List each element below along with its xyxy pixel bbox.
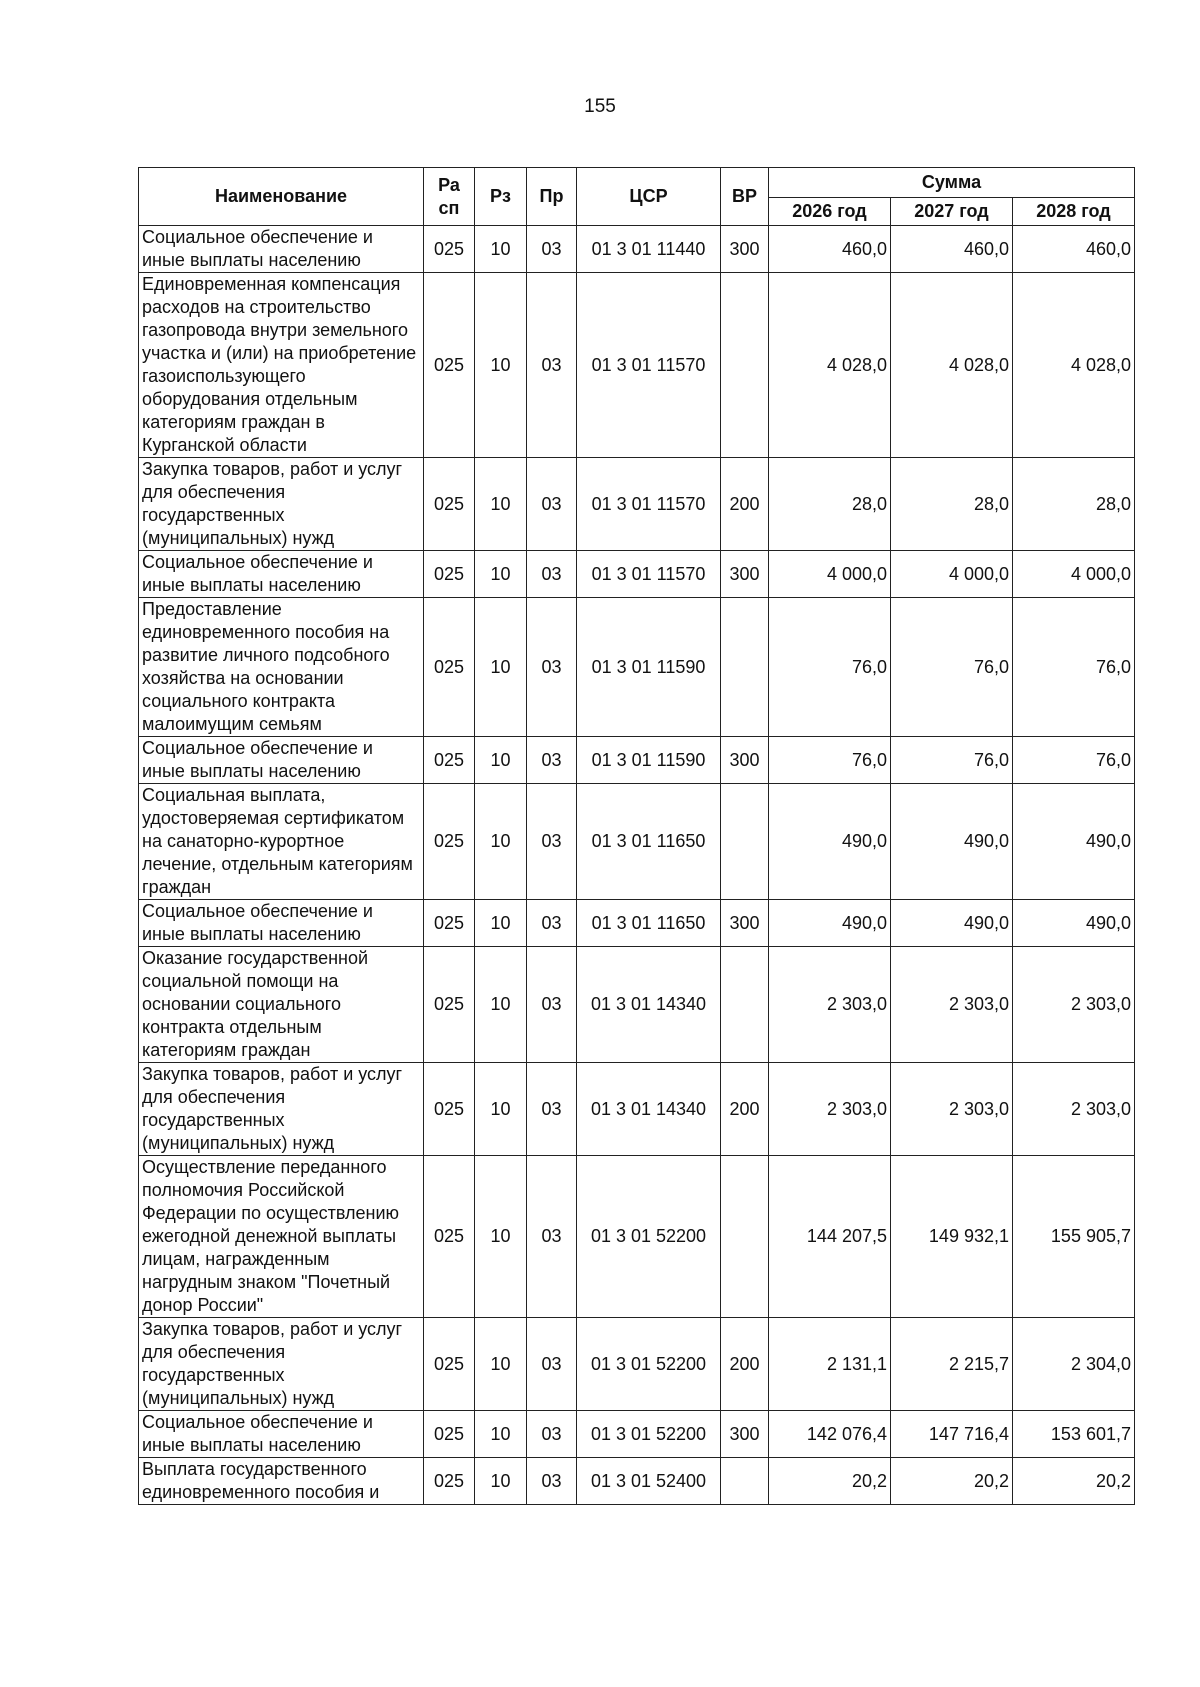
amount-2028-cell: 20,2 — [1013, 1458, 1135, 1505]
amount-2028-cell: 2 304,0 — [1013, 1318, 1135, 1411]
name-cell: Закупка товаров, работ и услуг для обеспечения государственных (муниципальных) нужд — [139, 1318, 424, 1411]
rasp-cell: 025 — [424, 1458, 475, 1505]
pr-cell: 03 — [527, 1458, 577, 1505]
rasp-cell: 025 — [424, 226, 475, 273]
header-vr: ВР — [721, 168, 769, 226]
rz-cell: 10 — [475, 1156, 527, 1318]
name-cell: Социальное обеспечение и иные выплаты населению — [139, 737, 424, 784]
rasp-cell: 025 — [424, 784, 475, 900]
table-row — [139, 1458, 1135, 1505]
table-row — [139, 947, 1135, 1063]
amount-2028-cell: 155 905,7 — [1013, 1156, 1135, 1318]
csr-cell: 01 3 01 11650 — [577, 784, 721, 900]
amount-2027-cell: 147 716,4 — [891, 1411, 1013, 1458]
amount-2028-cell: 76,0 — [1013, 737, 1135, 784]
vr-cell: 200 — [721, 1318, 769, 1411]
table-row — [139, 1411, 1135, 1458]
rasp-cell: 025 — [424, 737, 475, 784]
amount-2026-cell: 142 076,4 — [769, 1411, 891, 1458]
name-cell: Закупка товаров, работ и услуг для обеспечения государственных (муниципальных) нужд — [139, 1063, 424, 1156]
rz-cell: 10 — [475, 598, 527, 737]
amount-2028-cell: 28,0 — [1013, 458, 1135, 551]
rasp-cell: 025 — [424, 458, 475, 551]
rz-cell: 10 — [475, 900, 527, 947]
amount-2027-cell: 76,0 — [891, 737, 1013, 784]
budget-table — [138, 167, 1135, 1505]
amount-2028-cell: 460,0 — [1013, 226, 1135, 273]
table-row — [139, 1063, 1135, 1156]
pr-cell: 03 — [527, 900, 577, 947]
vr-cell: 300 — [721, 551, 769, 598]
table-row — [139, 226, 1135, 273]
header-rz: Рз — [475, 168, 527, 226]
pr-cell: 03 — [527, 273, 577, 458]
pr-cell: 03 — [527, 947, 577, 1063]
csr-cell: 01 3 01 52200 — [577, 1156, 721, 1318]
amount-2027-cell: 460,0 — [891, 226, 1013, 273]
name-cell: Социальное обеспечение и иные выплаты населению — [139, 900, 424, 947]
amount-2026-cell: 2 303,0 — [769, 947, 891, 1063]
pr-cell: 03 — [527, 598, 577, 737]
header-rasp: Ра сп — [424, 168, 475, 226]
table-row — [139, 784, 1135, 900]
vr-cell: 200 — [721, 1063, 769, 1156]
name-cell: Закупка товаров, работ и услуг для обеспечения государственных (муниципальных) нужд — [139, 458, 424, 551]
name-cell: Предоставление единовременного пособия на развитие личного подсобного хозяйства на основании социального контракта малоимущим семьям — [139, 598, 424, 737]
rz-cell: 10 — [475, 1063, 527, 1156]
amount-2028-cell: 4 028,0 — [1013, 273, 1135, 458]
amount-2026-cell: 460,0 — [769, 226, 891, 273]
rasp-cell: 025 — [424, 598, 475, 737]
amount-2026-cell: 76,0 — [769, 598, 891, 737]
vr-cell: 300 — [721, 737, 769, 784]
pr-cell: 03 — [527, 458, 577, 551]
table-row — [139, 551, 1135, 598]
rasp-cell: 025 — [424, 1318, 475, 1411]
amount-2026-cell: 2 303,0 — [769, 1063, 891, 1156]
table-row — [139, 458, 1135, 551]
amount-2028-cell: 4 000,0 — [1013, 551, 1135, 598]
amount-2026-cell: 490,0 — [769, 784, 891, 900]
amount-2027-cell: 490,0 — [891, 784, 1013, 900]
name-cell: Единовременная компенсация расходов на строительство газопровода внутри земельного участка и (или) на приобретение газоиспользующего оборудования отдельным категориям граждан в Курганской области — [139, 273, 424, 458]
csr-cell: 01 3 01 11570 — [577, 273, 721, 458]
vr-cell — [721, 784, 769, 900]
csr-cell: 01 3 01 52400 — [577, 1458, 721, 1505]
rz-cell: 10 — [475, 784, 527, 900]
vr-cell — [721, 947, 769, 1063]
amount-2028-cell: 153 601,7 — [1013, 1411, 1135, 1458]
table-row — [139, 737, 1135, 784]
csr-cell: 01 3 01 14340 — [577, 947, 721, 1063]
amount-2027-cell: 2 303,0 — [891, 947, 1013, 1063]
vr-cell: 300 — [721, 1411, 769, 1458]
csr-cell: 01 3 01 52200 — [577, 1411, 721, 1458]
amount-2028-cell: 76,0 — [1013, 598, 1135, 737]
table-row — [139, 1156, 1135, 1318]
amount-2027-cell: 2 303,0 — [891, 1063, 1013, 1156]
amount-2027-cell: 490,0 — [891, 900, 1013, 947]
name-cell: Социальное обеспечение и иные выплаты населению — [139, 1411, 424, 1458]
table-header — [139, 168, 1135, 226]
pr-cell: 03 — [527, 1156, 577, 1318]
rasp-cell: 025 — [424, 947, 475, 1063]
header-sum: Сумма — [769, 168, 1135, 198]
amount-2028-cell: 2 303,0 — [1013, 947, 1135, 1063]
csr-cell: 01 3 01 11650 — [577, 900, 721, 947]
rasp-cell: 025 — [424, 1411, 475, 1458]
name-cell: Социальное обеспечение и иные выплаты населению — [139, 226, 424, 273]
table-row — [139, 598, 1135, 737]
name-cell: Социальная выплата, удостоверяемая сертификатом на санаторно-курортное лечение, отдельным категориям граждан — [139, 784, 424, 900]
rasp-cell: 025 — [424, 1156, 475, 1318]
pr-cell: 03 — [527, 226, 577, 273]
name-cell: Выплата государственного единовременного пособия и — [139, 1458, 424, 1505]
amount-2026-cell: 4 028,0 — [769, 273, 891, 458]
pr-cell: 03 — [527, 1318, 577, 1411]
name-cell: Осуществление переданного полномочия Российской Федерации по осуществлению ежегодной денежной выплаты лицам, награжденным нагрудным знаком "Почетный донор России" — [139, 1156, 424, 1318]
csr-cell: 01 3 01 11570 — [577, 551, 721, 598]
header-name: Наименование — [139, 168, 424, 226]
rasp-cell: 025 — [424, 900, 475, 947]
vr-cell — [721, 1156, 769, 1318]
rz-cell: 10 — [475, 1318, 527, 1411]
name-cell: Оказание государственной социальной помощи на основании социального контракта отдельным категориям граждан — [139, 947, 424, 1063]
amount-2028-cell: 2 303,0 — [1013, 1063, 1135, 1156]
amount-2026-cell: 490,0 — [769, 900, 891, 947]
rz-cell: 10 — [475, 737, 527, 784]
pr-cell: 03 — [527, 1063, 577, 1156]
amount-2027-cell: 20,2 — [891, 1458, 1013, 1505]
rz-cell: 10 — [475, 458, 527, 551]
vr-cell: 200 — [721, 458, 769, 551]
vr-cell: 300 — [721, 900, 769, 947]
amount-2027-cell: 76,0 — [891, 598, 1013, 737]
amount-2026-cell: 20,2 — [769, 1458, 891, 1505]
table-row — [139, 1318, 1135, 1411]
vr-cell: 300 — [721, 226, 769, 273]
page-number: 155 — [584, 96, 616, 117]
header-year-2027: 2027 год — [891, 198, 1013, 226]
rz-cell: 10 — [475, 273, 527, 458]
rz-cell: 10 — [475, 226, 527, 273]
amount-2028-cell: 490,0 — [1013, 900, 1135, 947]
header-pr: Пр — [527, 168, 577, 226]
amount-2028-cell: 490,0 — [1013, 784, 1135, 900]
amount-2026-cell: 144 207,5 — [769, 1156, 891, 1318]
pr-cell: 03 — [527, 1411, 577, 1458]
rz-cell: 10 — [475, 1411, 527, 1458]
amount-2027-cell: 4 000,0 — [891, 551, 1013, 598]
table-row — [139, 273, 1135, 458]
rz-cell: 10 — [475, 1458, 527, 1505]
amount-2027-cell: 4 028,0 — [891, 273, 1013, 458]
amount-2027-cell: 2 215,7 — [891, 1318, 1013, 1411]
amount-2026-cell: 2 131,1 — [769, 1318, 891, 1411]
vr-cell — [721, 598, 769, 737]
vr-cell — [721, 1458, 769, 1505]
amount-2026-cell: 28,0 — [769, 458, 891, 551]
csr-cell: 01 3 01 52200 — [577, 1318, 721, 1411]
csr-cell: 01 3 01 11590 — [577, 737, 721, 784]
csr-cell: 01 3 01 11590 — [577, 598, 721, 737]
pr-cell: 03 — [527, 784, 577, 900]
table-row — [139, 900, 1135, 947]
rz-cell: 10 — [475, 551, 527, 598]
pr-cell: 03 — [527, 551, 577, 598]
rasp-cell: 025 — [424, 273, 475, 458]
rasp-cell: 025 — [424, 1063, 475, 1156]
name-cell: Социальное обеспечение и иные выплаты населению — [139, 551, 424, 598]
header-year-2026: 2026 год — [769, 198, 891, 226]
amount-2027-cell: 28,0 — [891, 458, 1013, 551]
csr-cell: 01 3 01 11440 — [577, 226, 721, 273]
pr-cell: 03 — [527, 737, 577, 784]
rz-cell: 10 — [475, 947, 527, 1063]
header-year-2028: 2028 год — [1013, 198, 1135, 226]
header-csr: ЦСР — [577, 168, 721, 226]
vr-cell — [721, 273, 769, 458]
table-body — [139, 226, 1135, 1505]
csr-cell: 01 3 01 11570 — [577, 458, 721, 551]
amount-2027-cell: 149 932,1 — [891, 1156, 1013, 1318]
csr-cell: 01 3 01 14340 — [577, 1063, 721, 1156]
rasp-cell: 025 — [424, 551, 475, 598]
amount-2026-cell: 76,0 — [769, 737, 891, 784]
amount-2026-cell: 4 000,0 — [769, 551, 891, 598]
